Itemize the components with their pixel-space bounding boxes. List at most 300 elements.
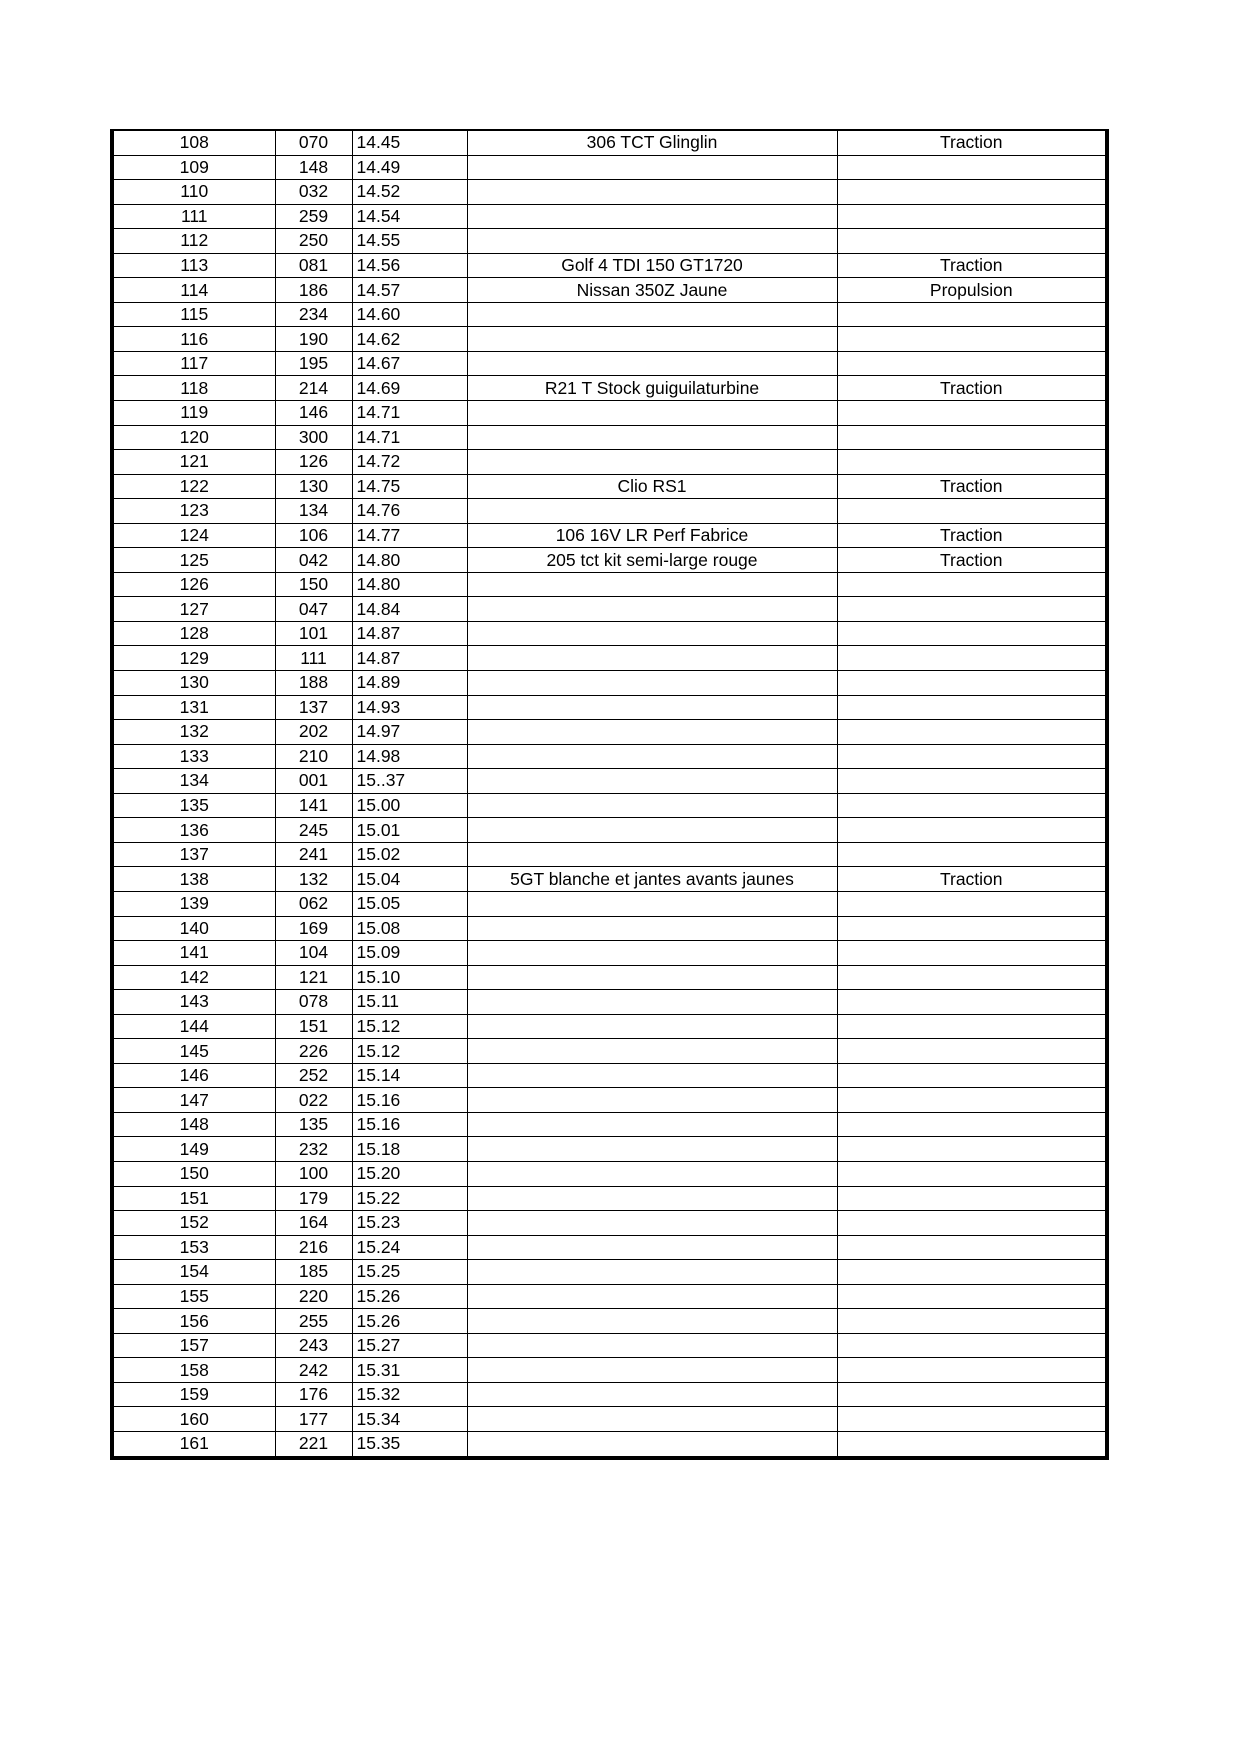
cell-description: 306 TCT Glinglin <box>467 130 837 155</box>
cell-number: 250 <box>275 229 352 254</box>
cell-time: 15.08 <box>352 916 467 941</box>
cell-drivetrain <box>837 204 1107 229</box>
cell-drivetrain <box>837 425 1107 450</box>
cell-time: 14.62 <box>352 327 467 352</box>
cell-description: Nissan 350Z Jaune <box>467 278 837 303</box>
cell-position: 112 <box>112 229 275 254</box>
cell-time: 15.23 <box>352 1211 467 1236</box>
cell-drivetrain <box>837 941 1107 966</box>
cell-position: 157 <box>112 1333 275 1358</box>
cell-number: 234 <box>275 302 352 327</box>
cell-position: 153 <box>112 1235 275 1260</box>
cell-description <box>467 1358 837 1383</box>
cell-position: 128 <box>112 621 275 646</box>
cell-position: 144 <box>112 1014 275 1039</box>
cell-number: 216 <box>275 1235 352 1260</box>
cell-time: 14.97 <box>352 720 467 745</box>
table-row <box>112 351 1107 376</box>
cell-position: 125 <box>112 548 275 573</box>
cell-drivetrain <box>837 1235 1107 1260</box>
table-row <box>112 572 1107 597</box>
cell-time: 14.76 <box>352 499 467 524</box>
cell-description <box>467 1014 837 1039</box>
cell-drivetrain <box>837 1137 1107 1162</box>
cell-position: 154 <box>112 1260 275 1285</box>
cell-drivetrain <box>837 1186 1107 1211</box>
table-row <box>112 204 1107 229</box>
cell-number: 101 <box>275 621 352 646</box>
cell-time: 14.45 <box>352 130 467 155</box>
cell-drivetrain <box>837 793 1107 818</box>
cell-time: 15.11 <box>352 990 467 1015</box>
cell-drivetrain <box>837 327 1107 352</box>
table-row <box>112 130 1107 155</box>
cell-drivetrain <box>837 1014 1107 1039</box>
table-row <box>112 327 1107 352</box>
table-row <box>112 1235 1107 1260</box>
cell-number: 121 <box>275 965 352 990</box>
table-row <box>112 302 1107 327</box>
cell-number: 169 <box>275 916 352 941</box>
cell-number: 177 <box>275 1407 352 1432</box>
cell-position: 127 <box>112 597 275 622</box>
table-row <box>112 1431 1107 1457</box>
cell-drivetrain <box>837 916 1107 941</box>
cell-time: 15.00 <box>352 793 467 818</box>
cell-description <box>467 1137 837 1162</box>
cell-description <box>467 204 837 229</box>
cell-number: 141 <box>275 793 352 818</box>
table-row <box>112 1137 1107 1162</box>
table-row <box>112 1333 1107 1358</box>
cell-description <box>467 1211 837 1236</box>
cell-position: 134 <box>112 769 275 794</box>
cell-time: 14.69 <box>352 376 467 401</box>
cell-description <box>467 180 837 205</box>
cell-position: 113 <box>112 253 275 278</box>
cell-drivetrain <box>837 695 1107 720</box>
cell-drivetrain: Traction <box>837 130 1107 155</box>
cell-description <box>467 941 837 966</box>
cell-drivetrain <box>837 1358 1107 1383</box>
table-row <box>112 965 1107 990</box>
cell-time: 14.87 <box>352 646 467 671</box>
cell-position: 139 <box>112 891 275 916</box>
cell-drivetrain: Traction <box>837 376 1107 401</box>
cell-drivetrain <box>837 302 1107 327</box>
cell-drivetrain <box>837 769 1107 794</box>
cell-description <box>467 744 837 769</box>
cell-time: 14.57 <box>352 278 467 303</box>
cell-drivetrain <box>837 1333 1107 1358</box>
cell-time: 14.93 <box>352 695 467 720</box>
cell-description: 5GT blanche et jantes avants jaunes <box>467 867 837 892</box>
cell-number: 111 <box>275 646 352 671</box>
cell-number: 146 <box>275 401 352 426</box>
cell-time: 14.98 <box>352 744 467 769</box>
cell-number: 242 <box>275 1358 352 1383</box>
cell-description <box>467 891 837 916</box>
cell-drivetrain <box>837 450 1107 475</box>
cell-position: 115 <box>112 302 275 327</box>
cell-description: 205 tct kit semi-large rouge <box>467 548 837 573</box>
cell-position: 133 <box>112 744 275 769</box>
cell-time: 15.20 <box>352 1161 467 1186</box>
cell-drivetrain <box>837 621 1107 646</box>
cell-description <box>467 1333 837 1358</box>
cell-description <box>467 916 837 941</box>
table-row <box>112 376 1107 401</box>
cell-time: 14.54 <box>352 204 467 229</box>
table-row <box>112 1039 1107 1064</box>
cell-number: 252 <box>275 1063 352 1088</box>
cell-description <box>467 842 837 867</box>
table-row <box>112 818 1107 843</box>
cell-position: 138 <box>112 867 275 892</box>
cell-description <box>467 671 837 696</box>
cell-drivetrain: Traction <box>837 474 1107 499</box>
cell-description <box>467 621 837 646</box>
table-row <box>112 229 1107 254</box>
cell-time: 14.55 <box>352 229 467 254</box>
cell-drivetrain <box>837 572 1107 597</box>
results-table-container <box>110 129 1105 1460</box>
cell-number: 001 <box>275 769 352 794</box>
cell-number: 186 <box>275 278 352 303</box>
cell-description <box>467 425 837 450</box>
table-row <box>112 1112 1107 1137</box>
cell-position: 122 <box>112 474 275 499</box>
cell-drivetrain <box>837 990 1107 1015</box>
table-row <box>112 941 1107 966</box>
cell-drivetrain: Propulsion <box>837 278 1107 303</box>
table-row <box>112 425 1107 450</box>
cell-position: 120 <box>112 425 275 450</box>
cell-time: 15.18 <box>352 1137 467 1162</box>
cell-description <box>467 1309 837 1334</box>
cell-time: 14.72 <box>352 450 467 475</box>
table-row <box>112 1161 1107 1186</box>
cell-position: 126 <box>112 572 275 597</box>
cell-drivetrain: Traction <box>837 523 1107 548</box>
cell-position: 131 <box>112 695 275 720</box>
table-row <box>112 1063 1107 1088</box>
cell-description <box>467 1382 837 1407</box>
cell-time: 15.01 <box>352 818 467 843</box>
cell-number: 104 <box>275 941 352 966</box>
cell-number: 255 <box>275 1309 352 1334</box>
cell-position: 146 <box>112 1063 275 1088</box>
table-row <box>112 548 1107 573</box>
cell-drivetrain <box>837 499 1107 524</box>
cell-description <box>467 351 837 376</box>
cell-position: 140 <box>112 916 275 941</box>
cell-description <box>467 1186 837 1211</box>
cell-description <box>467 769 837 794</box>
cell-position: 149 <box>112 1137 275 1162</box>
cell-time: 15.04 <box>352 867 467 892</box>
cell-time: 15.24 <box>352 1235 467 1260</box>
cell-position: 111 <box>112 204 275 229</box>
cell-time: 15.05 <box>352 891 467 916</box>
cell-drivetrain <box>837 671 1107 696</box>
table-row <box>112 401 1107 426</box>
cell-description <box>467 1039 837 1064</box>
cell-number: 185 <box>275 1260 352 1285</box>
cell-time: 15.10 <box>352 965 467 990</box>
cell-position: 119 <box>112 401 275 426</box>
cell-position: 159 <box>112 1382 275 1407</box>
cell-time: 14.71 <box>352 425 467 450</box>
cell-time: 14.75 <box>352 474 467 499</box>
cell-position: 161 <box>112 1431 275 1457</box>
cell-description: R21 T Stock guiguilaturbine <box>467 376 837 401</box>
table-row <box>112 180 1107 205</box>
cell-description <box>467 1063 837 1088</box>
cell-position: 124 <box>112 523 275 548</box>
cell-description <box>467 1260 837 1285</box>
cell-position: 148 <box>112 1112 275 1137</box>
cell-drivetrain <box>837 646 1107 671</box>
cell-drivetrain <box>837 1284 1107 1309</box>
cell-time: 15.26 <box>352 1309 467 1334</box>
cell-drivetrain <box>837 891 1107 916</box>
cell-position: 150 <box>112 1161 275 1186</box>
cell-drivetrain <box>837 401 1107 426</box>
cell-drivetrain <box>837 720 1107 745</box>
cell-number: 062 <box>275 891 352 916</box>
cell-number: 221 <box>275 1431 352 1457</box>
table-row <box>112 1358 1107 1383</box>
cell-number: 022 <box>275 1088 352 1113</box>
cell-position: 156 <box>112 1309 275 1334</box>
cell-number: 134 <box>275 499 352 524</box>
cell-number: 130 <box>275 474 352 499</box>
table-row <box>112 1260 1107 1285</box>
cell-drivetrain <box>837 1260 1107 1285</box>
table-row <box>112 450 1107 475</box>
cell-number: 135 <box>275 1112 352 1137</box>
cell-position: 121 <box>112 450 275 475</box>
cell-description <box>467 401 837 426</box>
table-row <box>112 695 1107 720</box>
cell-drivetrain <box>837 351 1107 376</box>
cell-position: 136 <box>112 818 275 843</box>
cell-position: 137 <box>112 842 275 867</box>
cell-number: 081 <box>275 253 352 278</box>
cell-time: 15.34 <box>352 1407 467 1432</box>
cell-number: 126 <box>275 450 352 475</box>
cell-number: 195 <box>275 351 352 376</box>
cell-description <box>467 793 837 818</box>
cell-number: 176 <box>275 1382 352 1407</box>
cell-number: 241 <box>275 842 352 867</box>
cell-description <box>467 1407 837 1432</box>
table-row <box>112 499 1107 524</box>
cell-drivetrain <box>837 180 1107 205</box>
table-row <box>112 474 1107 499</box>
cell-time: 14.89 <box>352 671 467 696</box>
table-row <box>112 1284 1107 1309</box>
cell-description <box>467 302 837 327</box>
table-row <box>112 769 1107 794</box>
cell-description <box>467 695 837 720</box>
table-row <box>112 1382 1107 1407</box>
cell-number: 300 <box>275 425 352 450</box>
table-row <box>112 253 1107 278</box>
cell-number: 164 <box>275 1211 352 1236</box>
cell-time: 15.22 <box>352 1186 467 1211</box>
cell-drivetrain <box>837 744 1107 769</box>
results-table <box>110 129 1109 1460</box>
cell-position: 116 <box>112 327 275 352</box>
cell-drivetrain <box>837 1407 1107 1432</box>
cell-position: 110 <box>112 180 275 205</box>
cell-number: 188 <box>275 671 352 696</box>
cell-number: 226 <box>275 1039 352 1064</box>
cell-number: 032 <box>275 180 352 205</box>
cell-number: 150 <box>275 572 352 597</box>
cell-number: 151 <box>275 1014 352 1039</box>
cell-drivetrain <box>837 1382 1107 1407</box>
cell-time: 15.12 <box>352 1039 467 1064</box>
table-row <box>112 842 1107 867</box>
cell-position: 108 <box>112 130 275 155</box>
table-row <box>112 720 1107 745</box>
cell-description <box>467 499 837 524</box>
cell-time: 14.49 <box>352 155 467 180</box>
cell-description <box>467 327 837 352</box>
cell-number: 220 <box>275 1284 352 1309</box>
cell-time: 15.02 <box>352 842 467 867</box>
cell-position: 158 <box>112 1358 275 1383</box>
cell-time: 15.16 <box>352 1088 467 1113</box>
cell-description <box>467 1431 837 1457</box>
cell-description <box>467 1088 837 1113</box>
cell-description <box>467 572 837 597</box>
table-row <box>112 621 1107 646</box>
cell-position: 142 <box>112 965 275 990</box>
cell-position: 117 <box>112 351 275 376</box>
cell-drivetrain <box>837 597 1107 622</box>
cell-number: 137 <box>275 695 352 720</box>
cell-drivetrain <box>837 1039 1107 1064</box>
cell-number: 259 <box>275 204 352 229</box>
cell-description <box>467 1161 837 1186</box>
cell-position: 147 <box>112 1088 275 1113</box>
cell-time: 14.87 <box>352 621 467 646</box>
table-row <box>112 1211 1107 1236</box>
cell-number: 210 <box>275 744 352 769</box>
cell-description <box>467 1284 837 1309</box>
cell-position: 145 <box>112 1039 275 1064</box>
cell-description: 106 16V LR Perf Fabrice <box>467 523 837 548</box>
cell-number: 078 <box>275 990 352 1015</box>
cell-drivetrain <box>837 1161 1107 1186</box>
cell-time: 14.80 <box>352 572 467 597</box>
results-table-body <box>112 130 1107 1458</box>
cell-description <box>467 450 837 475</box>
table-row <box>112 793 1107 818</box>
cell-drivetrain: Traction <box>837 548 1107 573</box>
table-row <box>112 867 1107 892</box>
cell-position: 151 <box>112 1186 275 1211</box>
cell-number: 132 <box>275 867 352 892</box>
cell-description <box>467 229 837 254</box>
cell-time: 15.16 <box>352 1112 467 1137</box>
cell-time: 15.12 <box>352 1014 467 1039</box>
cell-drivetrain <box>837 1211 1107 1236</box>
cell-description <box>467 155 837 180</box>
cell-time: 15.27 <box>352 1333 467 1358</box>
cell-time: 15.09 <box>352 941 467 966</box>
cell-drivetrain <box>837 229 1107 254</box>
cell-number: 047 <box>275 597 352 622</box>
cell-position: 130 <box>112 671 275 696</box>
cell-number: 100 <box>275 1161 352 1186</box>
table-row <box>112 1407 1107 1432</box>
table-row <box>112 1309 1107 1334</box>
cell-drivetrain <box>837 1112 1107 1137</box>
table-row <box>112 891 1107 916</box>
cell-number: 202 <box>275 720 352 745</box>
table-row <box>112 990 1107 1015</box>
cell-position: 129 <box>112 646 275 671</box>
table-row <box>112 1186 1107 1211</box>
cell-drivetrain <box>837 965 1107 990</box>
table-row <box>112 916 1107 941</box>
cell-number: 232 <box>275 1137 352 1162</box>
cell-description <box>467 965 837 990</box>
table-row <box>112 744 1107 769</box>
cell-number: 245 <box>275 818 352 843</box>
cell-time: 15.32 <box>352 1382 467 1407</box>
cell-position: 132 <box>112 720 275 745</box>
table-row <box>112 597 1107 622</box>
cell-number: 106 <box>275 523 352 548</box>
cell-description <box>467 646 837 671</box>
cell-number: 148 <box>275 155 352 180</box>
cell-time: 14.52 <box>352 180 467 205</box>
cell-drivetrain <box>837 1063 1107 1088</box>
cell-time: 15.14 <box>352 1063 467 1088</box>
cell-time: 14.56 <box>352 253 467 278</box>
cell-time: 14.77 <box>352 523 467 548</box>
cell-number: 243 <box>275 1333 352 1358</box>
cell-description <box>467 1235 837 1260</box>
cell-drivetrain: Traction <box>837 867 1107 892</box>
cell-time: 14.67 <box>352 351 467 376</box>
cell-number: 179 <box>275 1186 352 1211</box>
cell-number: 214 <box>275 376 352 401</box>
table-row <box>112 278 1107 303</box>
cell-time: 15.31 <box>352 1358 467 1383</box>
cell-description: Clio RS1 <box>467 474 837 499</box>
cell-position: 109 <box>112 155 275 180</box>
cell-time: 15.35 <box>352 1431 467 1457</box>
table-row <box>112 523 1107 548</box>
cell-drivetrain <box>837 818 1107 843</box>
cell-description <box>467 1112 837 1137</box>
cell-time: 15..37 <box>352 769 467 794</box>
cell-position: 135 <box>112 793 275 818</box>
cell-drivetrain: Traction <box>837 253 1107 278</box>
table-row <box>112 155 1107 180</box>
cell-description <box>467 990 837 1015</box>
cell-time: 14.71 <box>352 401 467 426</box>
cell-position: 143 <box>112 990 275 1015</box>
table-row <box>112 1014 1107 1039</box>
